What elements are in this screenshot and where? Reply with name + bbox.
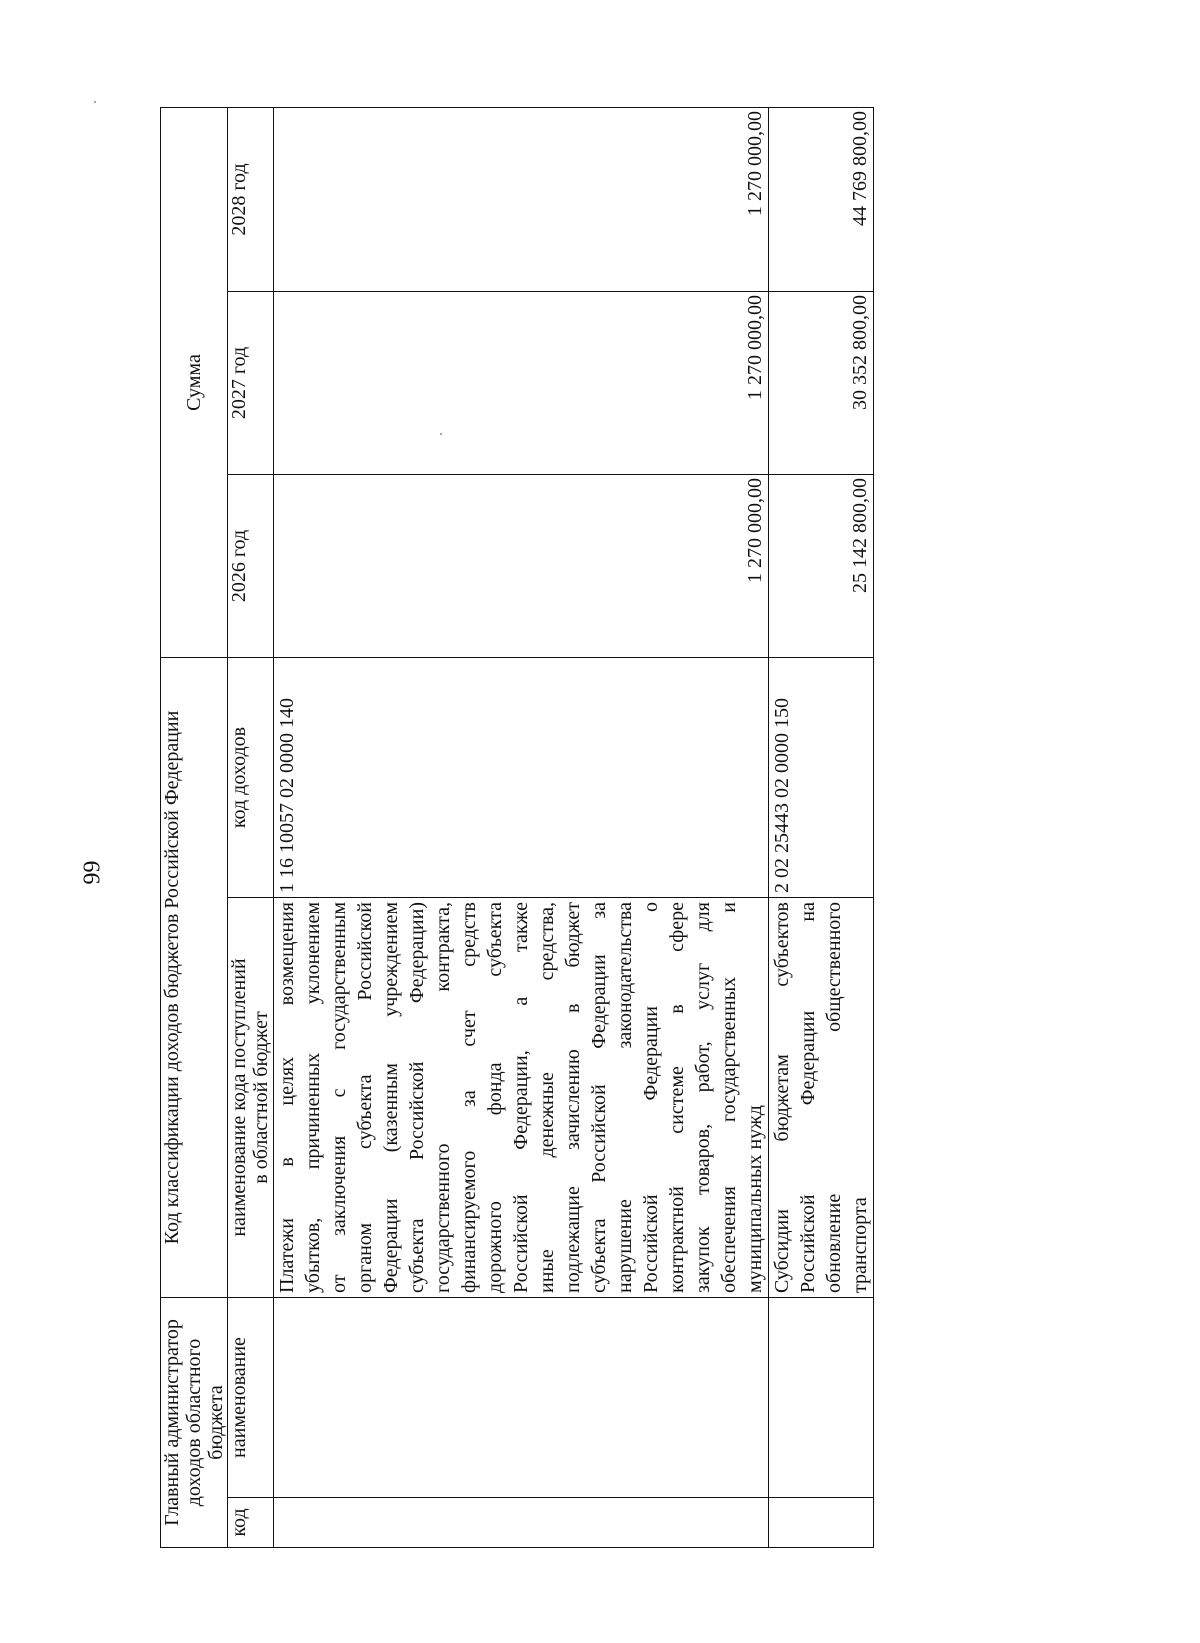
header-col-revenue-name	[228, 898, 274, 1298]
description-line: органом субъекта Российской	[354, 902, 376, 1293]
cell-description	[769, 898, 874, 1298]
header-sum-group: Сумма	[161, 107, 228, 657]
description-line: закупок товаров, работ, услуг для	[692, 902, 714, 1293]
table-row	[769, 107, 874, 1547]
header-col-2027: 2027 год	[228, 292, 274, 475]
description-line: Платежи в целях возмещения	[276, 902, 298, 1293]
table-row	[274, 107, 769, 1547]
header-col-code: код	[228, 1498, 274, 1548]
cell-description	[274, 898, 769, 1298]
cell-sum-2028: 1 270 000,00	[274, 107, 769, 291]
header-row-groups	[161, 107, 228, 1547]
cell-admin-code	[769, 1498, 874, 1548]
cell-sum-2028: 44 769 800,00	[769, 107, 874, 291]
description-line: дорожного фонда субъекта	[484, 902, 506, 1293]
description-line: обновление общественного	[823, 902, 845, 1293]
description-line: транспорта	[849, 1197, 871, 1293]
description-line: нарушение законодательства	[614, 902, 636, 1293]
description-line: убытков, причиненных уклонением	[302, 902, 324, 1293]
header-col-2026: 2026 год	[228, 475, 274, 658]
rotated-table-wrapper	[160, 108, 871, 1548]
description-line: подлежащие зачислению в бюджет	[562, 902, 584, 1293]
header-admin-group	[161, 1298, 228, 1548]
description-line: Российской Федерации о	[640, 902, 662, 1293]
header-admin-line2: доходов областного бюджета	[183, 1338, 227, 1507]
page-number: 66	[77, 860, 104, 885]
description-line: иные денежные средства,	[536, 902, 558, 1293]
header-col-name: наименование	[228, 1298, 274, 1498]
description-line: от заключения с государственным	[328, 902, 350, 1293]
cell-sum-2027: 30 352 800,00	[769, 292, 874, 475]
description-line: контрактной системе в сфере	[666, 902, 688, 1293]
header-admin-line1: Главный администратор	[161, 1319, 183, 1526]
header-revenue-name-line1: наименование кода поступлений	[228, 958, 250, 1237]
cell-admin-name	[274, 1298, 769, 1498]
description-line: субъекта Российской Федерации за	[588, 902, 610, 1293]
cell-admin-name	[769, 1298, 874, 1498]
description-line: финансируемого за счет средств	[458, 902, 480, 1293]
header-col-2028: 2028 год	[228, 107, 274, 291]
description-line: субъекта Российской Федерации)	[406, 902, 428, 1293]
description-line: обеспечения государственных и	[718, 902, 740, 1293]
description-line: государственного контракта,	[432, 902, 454, 1293]
revenue-classification-table	[160, 107, 874, 1548]
header-classification-group: Код классификации доходов бюджетов Российской Федерации	[161, 658, 228, 1298]
header-row-columns	[228, 107, 274, 1547]
description-line: Российской Федерации на	[797, 902, 819, 1293]
cell-admin-code	[274, 1498, 769, 1548]
description-line: Федерации (казенным учреждением	[380, 902, 402, 1293]
cell-sum-2027: 1 270 000,00	[274, 292, 769, 475]
header-col-revenue-code: код доходов	[228, 658, 274, 898]
cell-sum-2026: 1 270 000,00	[274, 475, 769, 658]
description-line: Российской Федерации, а также	[510, 902, 532, 1293]
cell-revenue-code: 1 16 10057 02 0000 140	[274, 658, 769, 898]
cell-revenue-code: 2 02 25443 02 0000 150	[769, 658, 874, 898]
description-line: муниципальных нужд	[744, 1105, 766, 1293]
cell-sum-2026: 25 142 800,00	[769, 475, 874, 658]
header-revenue-name-line2: в областной бюджет	[250, 1011, 272, 1184]
scan-speck	[94, 101, 96, 103]
description-line: Субсидии бюджетам субъектов	[771, 902, 793, 1293]
